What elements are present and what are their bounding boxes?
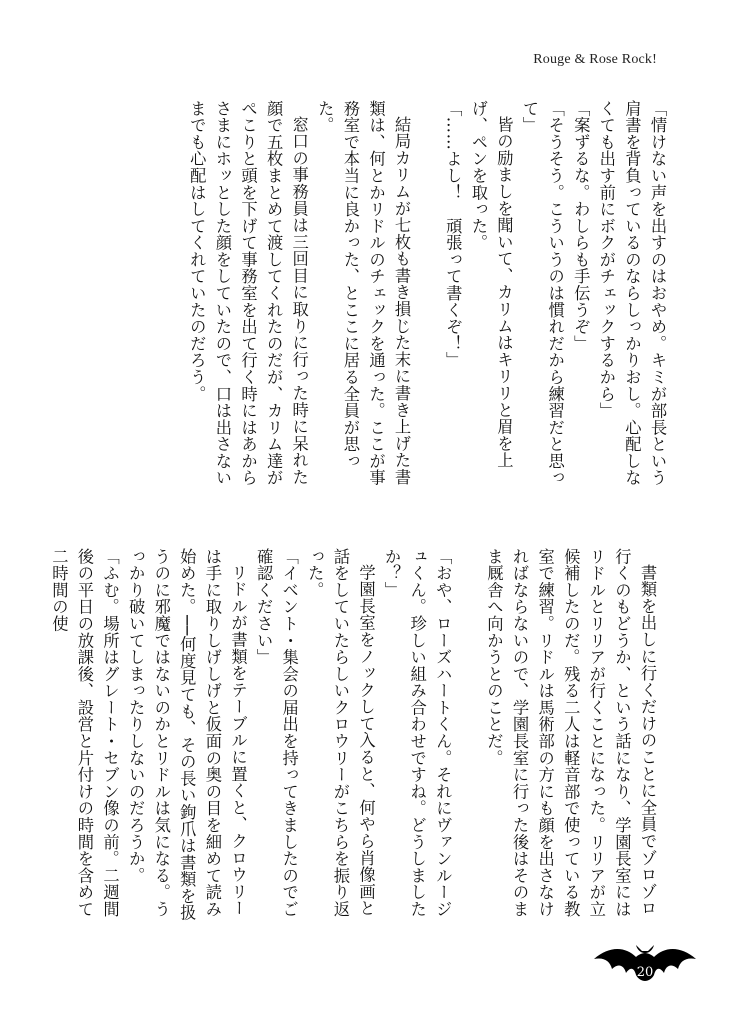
bat-icon <box>590 935 700 995</box>
running-header: Rouge & Rose Rock! <box>533 52 657 67</box>
paragraph: 窓口の事務員は三回目に取りに行った時に呆れた顔で五枚まとめて渡してくれたのだが、カリム達がぺこりと頭を下げて事務室を出て行く時にはあからさまにホッとした顔をしていたので、口は出さないまでも心配はしてくれていたのだろう。 <box>187 100 309 487</box>
paragraph: 「情けない声を出すのはおやめ。キミが部長という肩書を背負っているのならしっかりおし。心配しなくても出す前にボクがチェックするから」 <box>596 100 667 487</box>
paragraph: 「そうそう。こういうのは慣れだから練習だと思って」 <box>520 100 565 487</box>
blank-line <box>414 100 440 500</box>
paragraph: 「おや、ローズハートくん。それにヴァンルージュくん。珍しい組み合わせですね。どうしましたか？」 <box>382 548 453 918</box>
paragraph: リドルが書類をテーブルに置くと、クロウリーは手に取りしげしげと仮面の奥の目を細めて読み始めた。──何度見ても、その長い鉤爪は書類を扱うのに邪魔ではないのかとリドルは気になる。うっかり破いてしまったりしないのだろうか。 <box>126 548 248 922</box>
paragraph: 「……よし！ 頑張って書くぞ！」 <box>443 100 463 369</box>
page-number: 20 <box>636 965 654 980</box>
paragraph: 書類を出しに行くだけのことに全員でゾロゾロ行くのもどうか、という話になり、学園長室にはリドルとリリアが行くことになった。リリアが立候補したのだ。残る二人は軽音部で使っている教室で練習。リドルは馬術部の方にも顔を出さなければならないので、学園長室に行った後はそのまま厩舎へ向かうとのことだ。 <box>484 548 657 918</box>
paragraph: 「案ずるな。わしらも手伝うぞ」 <box>571 100 591 352</box>
text-block-bottom <box>49 548 660 928</box>
paragraph: 「ふむ。場所はグレート・セブン像の前。二週間後の平日の放課後、設営と片付けの時間を含めて二時間の使 <box>49 548 120 918</box>
paragraph: 「イベント・集会の届出を持ってきましたのでご確認ください」 <box>254 548 299 918</box>
paragraph: 学園長室をノックして入ると、何やら肖像画と話をしていたらしいクロウリーがこちらを振り返った。 <box>305 548 376 918</box>
paragraph: 結局カリムが七枚も書き損じた末に書き上げた書類は、何とかリドルのチェックを通った。ここが事務室で本当に良かった、とここに居る全員が思った。 <box>315 100 412 487</box>
paragraph: 皆の励ましを聞いて、カリムはキリリと眉を上げ、ペンを取った。 <box>468 100 514 469</box>
blank-line <box>455 548 481 928</box>
text-block-top <box>150 100 670 500</box>
